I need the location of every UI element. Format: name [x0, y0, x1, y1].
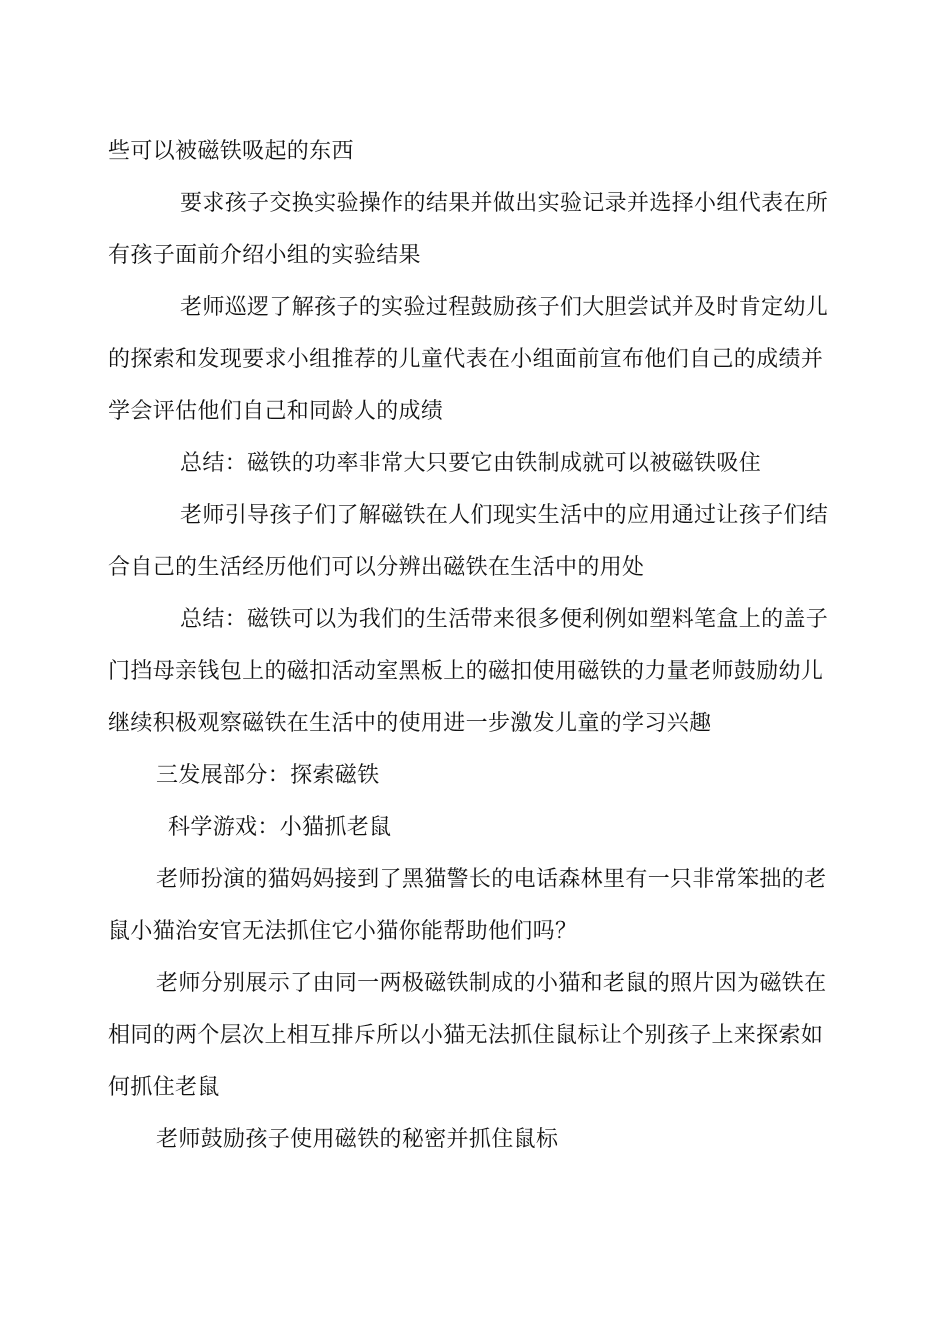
paragraph-teacher-patrol: 老师巡逻了解孩子的实验过程鼓励孩子们大胆尝试并及时肯定幼儿的探索和发现要求小组推荐的儿童代表在小组面前宣布他们自己的成绩并学会评估他们自己和同龄人的成绩	[108, 295, 829, 424]
paragraph-summary-magnet-convenience: 总结：磁铁可以为我们的生活带来很多便利例如塑料笔盒上的盖子门挡母亲钱包上的磁扣活动室黑板上的磁扣使用磁铁的力量老师鼓励幼儿继续积极观察磁铁在生活中的使用进一步激发儿童的学习兴趣	[108, 607, 829, 736]
paragraph-cat-mouse-photos: 老师分别展示了由同一两极磁铁制成的小猫和老鼠的照片因为磁铁在相同的两个层次上相互排斥所以小猫无法抓住鼠标让个别孩子上来探索如何抓住老鼠	[108, 971, 827, 1100]
section-heading-development: 三发展部分：探索磁铁	[156, 763, 380, 788]
paragraph-cat-mother-story: 老师扮演的猫妈妈接到了黑猫警长的电话森林里有一只非常笨拙的老鼠小猫治安官无法抓住它小猫你能帮助他们吗？	[108, 867, 827, 944]
paragraph-summary-magnet-power: 总结：磁铁的功率非常大只要它由铁制成就可以被磁铁吸住	[180, 451, 762, 476]
subheading-science-game: 科学游戏：小猫抓老鼠	[168, 815, 392, 840]
paragraph-teacher-encourage: 老师鼓励孩子使用磁铁的秘密并抓住鼠标	[156, 1127, 559, 1152]
paragraph-magnet-application: 老师引导孩子们了解磁铁在人们现实生活中的应用通过让孩子们结合自己的生活经历他们可以分辨出磁铁在生活中的用处	[108, 503, 829, 580]
paragraph-experiment-exchange: 要求孩子交换实验操作的结果并做出实验记录并选择小组代表在所有孩子面前介绍小组的实验结果	[108, 191, 829, 268]
paragraph-continued-text: 些可以被磁铁吸起的东西	[108, 139, 354, 164]
